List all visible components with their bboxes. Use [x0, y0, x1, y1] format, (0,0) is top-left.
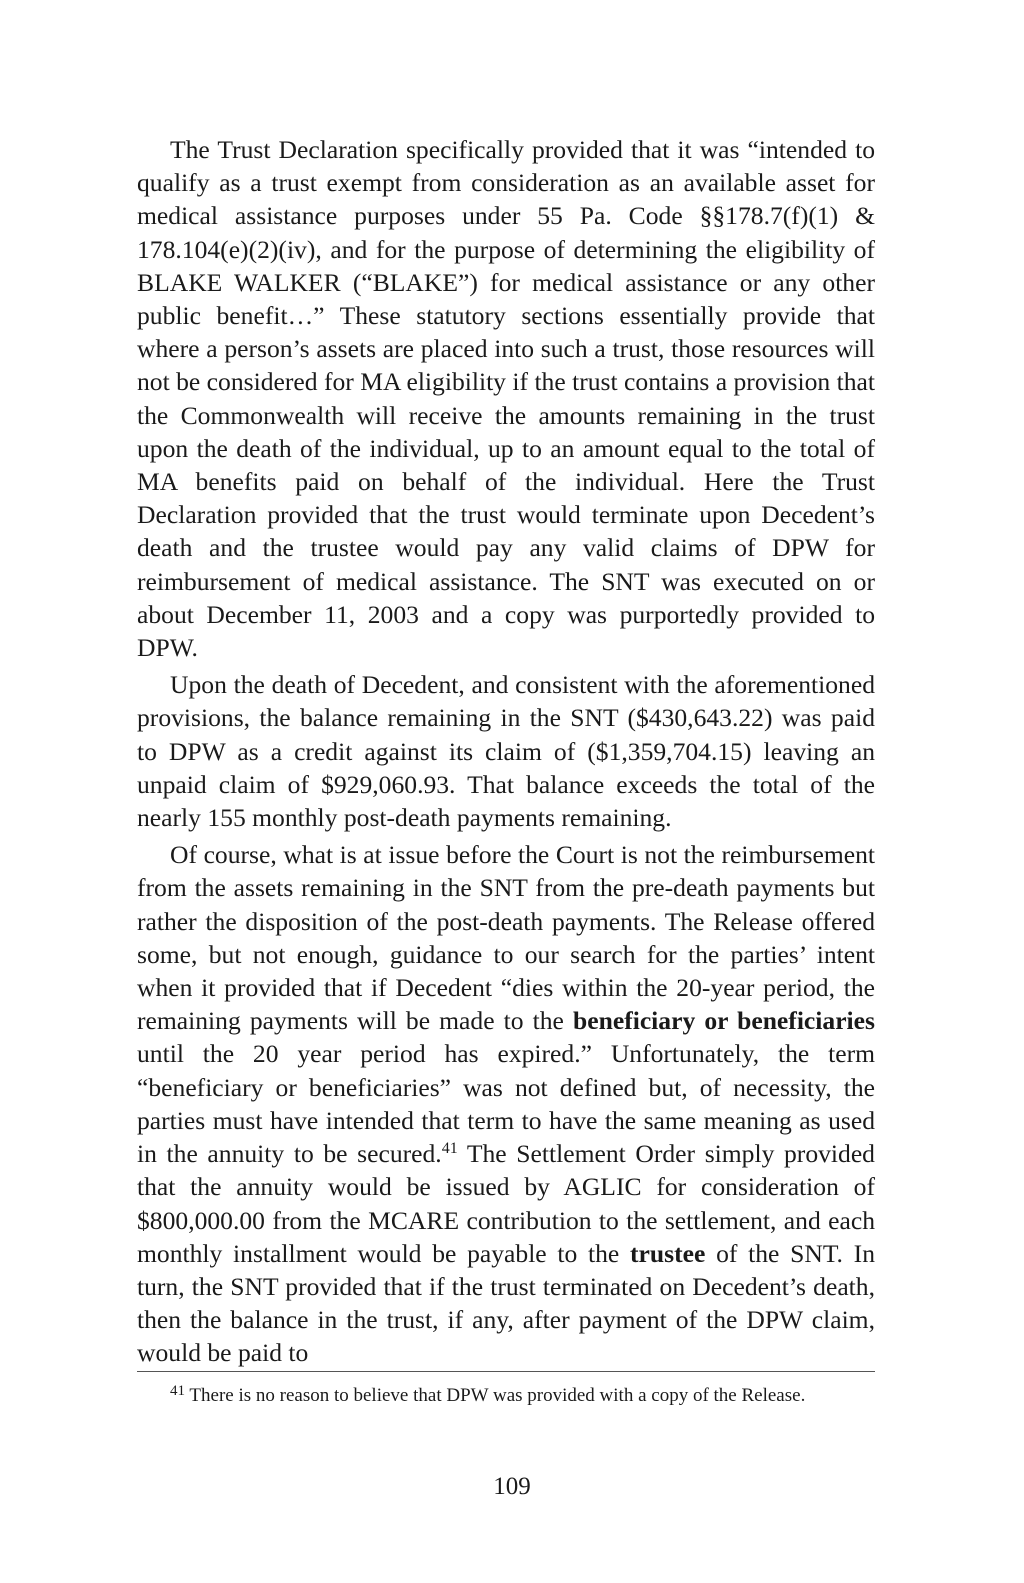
paragraph-text: of the SNT. In turn, the SNT provided that if the trust terminated on Decedent’s death, then the balance in the trust, if any, after payment of the DPW claim, would be paid to [137, 1238, 875, 1368]
bold-term-beneficiaries: beneficiary or beneficiaries [573, 1006, 875, 1036]
footnote-divider [137, 1371, 875, 1372]
paragraph-text: Of course, what is at issue before the Court is not the reimbursement from the assets remaining in the SNT from the pre-death payments but rather the disposition of the post-death payments. The Release offered some, but not enough, guidance to our search for the parties’ intent when it provided that if Decedent “dies within the 20-year period, the remaining payments will be made to the [137, 840, 875, 1036]
footnote-text: There is no reason to believe that DPW was provided with a copy of the Release. [185, 1385, 806, 1406]
body-text [137, 133, 875, 1370]
paragraph-death-of-decedent: Upon the death of Decedent, and consistent with the aforementioned provisions, the balance remaining in the SNT ($430,643.22) was paid to DPW as a credit against its claim of ($1,359,704.15) leaving an unpaid claim of $929,060.93. That balance exceeds the total of the nearly 155 monthly post-death payments remaining. [137, 670, 875, 833]
page-number: 109 [493, 1473, 531, 1500]
footnote-reference[interactable]: 41 [441, 1140, 458, 1158]
paragraph-text: The Settlement Order simply provided that the annuity would be issued by AGLIC for consideration of $800,000.00 from the MCARE contribution to the settlement, and each monthly installment would be payable to the [137, 1139, 875, 1268]
footnote-number: 41 [170, 1383, 185, 1399]
paragraph-text: until the 20 year period has expired.” Unfortunately, the term “beneficiary or beneficiaries” was not defined but, of necessity, the parties must have intended that term to have the same meaning as used in the annuity to be secured. [137, 1039, 875, 1169]
bold-term-trustee: trustee [630, 1238, 706, 1268]
footnote [137, 1383, 875, 1409]
paragraph-post-death-payments [137, 838, 875, 1369]
paragraph-trust-declaration: The Trust Declaration specifically provided that it was “intended to qualify as a trust exempt from consideration as an available asset for medical assistance purposes under 55 Pa. Code §§178.7(f)(1) & 178.104(e)(2)(iv), and for the purpose of determining the eligibility of BLAKE WALKER (“BLAKE”) for medical assistance or any other public benefit…” These statutory sections essentially provide that where a person’s assets are placed into such a trust, those resources will not be considered for MA eligibility if the trust contains a provision that the Commonwealth will receive the amounts remaining in the trust upon the death of the individual, up to an amount equal to the total of MA benefits paid on behalf of the individual. Here the Trust Declaration provided that the trust would terminate upon Decedent’s death and the trustee would pay any valid claims of DPW for reimbursement of medical assistance. The SNT was executed on or about December 11, 2003 and a copy was purportedly provided to DPW. [137, 135, 875, 663]
